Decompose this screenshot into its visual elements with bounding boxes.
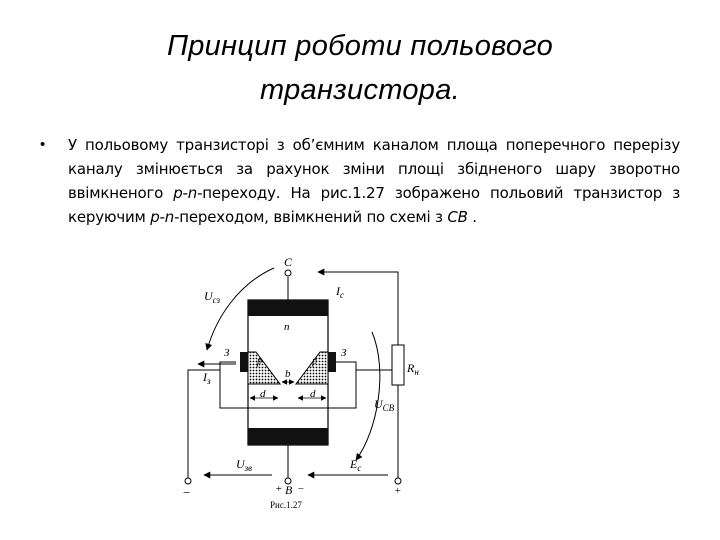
ucb-arrow [356, 332, 380, 460]
label-gate-right: З [341, 347, 347, 359]
pn-term-2: p-n [150, 208, 175, 226]
terminal-c [285, 270, 291, 276]
source-electrode [248, 428, 328, 445]
drain-electrode [248, 300, 328, 316]
label-n: n [284, 321, 290, 333]
terminal-plus-right [395, 478, 401, 484]
label-d-right: d [310, 388, 316, 400]
gate-contact-left [240, 352, 248, 372]
label-p-left: p [257, 356, 262, 367]
label-p-right: p [312, 356, 317, 367]
body-part-4: . [467, 208, 477, 226]
label-ucb: $U_{CB}$ [374, 397, 395, 413]
pn-term-1: p-n [173, 184, 198, 202]
load-resistor [392, 345, 404, 385]
cb-term: СВ [447, 208, 468, 226]
label-c: С [284, 255, 293, 269]
ic-arrow [318, 272, 398, 345]
label-iz: $I_з$ [203, 370, 211, 386]
label-b: b [285, 368, 291, 380]
gate-input-wire [188, 370, 220, 478]
label-uzb: $U_{зв}$ [236, 457, 253, 473]
label-ec: $E_c$ [350, 457, 362, 473]
label-plus-b: + [275, 483, 283, 495]
title-line-2: транзистора. [259, 74, 461, 106]
terminal-minus-left [185, 478, 191, 484]
body-part-3: -переходом, ввімкнений по схемі з [174, 208, 448, 226]
figure-caption: Рис.1.27 [270, 500, 302, 510]
label-minus-left: − [182, 485, 191, 500]
bullet-marker: • [40, 136, 46, 153]
label-minus-b: − [297, 483, 305, 495]
label-d-left: d [260, 388, 266, 400]
gate-contact-right [328, 352, 336, 372]
title-line-1: Принцип роботи польового [166, 30, 554, 62]
body-part-2: -переходу. На рис.1.27 зображено польовий транзистор з керуючим [68, 184, 680, 226]
label-terminal-b: B [285, 483, 293, 497]
body-part-1: У польовому транзисторі з об’ємним каналом площа поперечного перерізу каналу змінюється за рахунок зміни площі збідненого шару зворотно ввімкненого [68, 136, 680, 202]
label-ucz: $U_{сз}$ [204, 289, 221, 305]
label-rn: $R_н$ [407, 361, 419, 377]
label-ic: $I_c$ [336, 284, 344, 300]
label-plus-right: + [394, 485, 402, 497]
label-gate-left: З [224, 347, 230, 359]
